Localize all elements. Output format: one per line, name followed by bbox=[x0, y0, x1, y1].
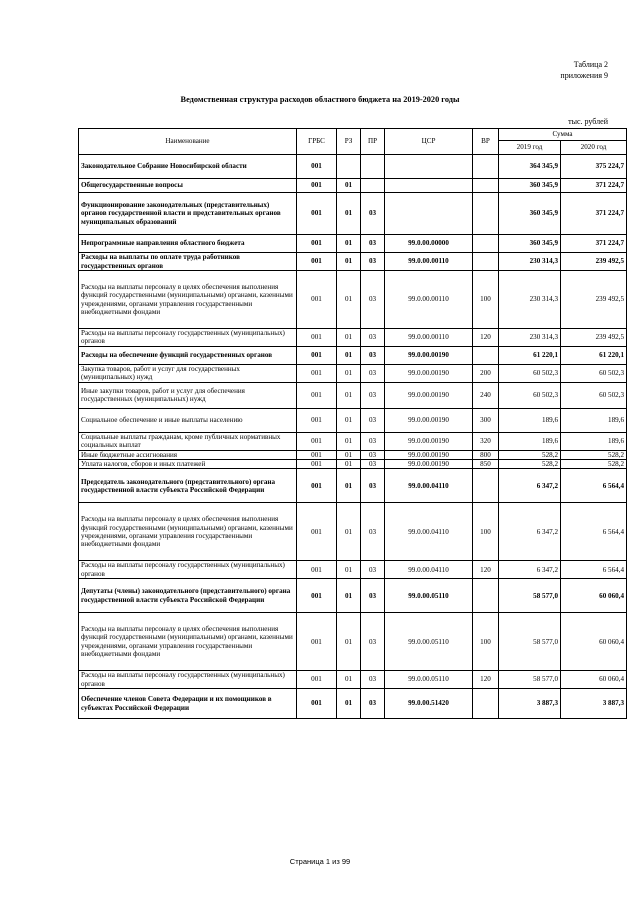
cell-sum-2020: 61 220,1 bbox=[561, 346, 627, 364]
column-header-pr: ПР bbox=[361, 129, 385, 155]
cell-pr: 03 bbox=[361, 193, 385, 235]
cell-csr: 99.0.00.00190 bbox=[385, 408, 473, 432]
cell-sum-2019: 360 345,9 bbox=[499, 193, 561, 235]
column-header-csr: ЦСР bbox=[385, 129, 473, 155]
cell-vr bbox=[473, 579, 499, 613]
cell-csr: 99.0.00.05110 bbox=[385, 579, 473, 613]
cell-sum-2020: 189,6 bbox=[561, 408, 627, 432]
table-row bbox=[79, 450, 627, 459]
table-row bbox=[79, 579, 627, 613]
cell-name: Обеспечение членов Совета Федерации и их помощников в субъектах Российской Федерации bbox=[79, 689, 297, 719]
cell-sum-2019: 528,2 bbox=[499, 450, 561, 459]
cell-name: Расходы на выплаты персоналу государственных (муниципальных) органов bbox=[79, 329, 297, 347]
cell-pr: 03 bbox=[361, 671, 385, 689]
cell-pr: 03 bbox=[361, 613, 385, 671]
cell-sum-2020: 375 224,7 bbox=[561, 155, 627, 179]
cell-vr: 120 bbox=[473, 671, 499, 689]
cell-grbs: 001 bbox=[297, 193, 337, 235]
cell-grbs: 001 bbox=[297, 503, 337, 561]
cell-vr: 240 bbox=[473, 382, 499, 408]
column-header-name: Наименование bbox=[79, 129, 297, 155]
cell-grbs: 001 bbox=[297, 432, 337, 450]
page-number: Страница 1 из 99 bbox=[289, 857, 351, 866]
document-title: Ведомственная структура расходов областного бюджета на 2019-2020 годы bbox=[180, 95, 460, 104]
cell-sum-2019: 360 345,9 bbox=[499, 235, 561, 253]
cell-pr: 03 bbox=[361, 329, 385, 347]
cell-sum-2019: 360 345,9 bbox=[499, 179, 561, 193]
cell-csr bbox=[385, 179, 473, 193]
table-row bbox=[79, 408, 627, 432]
table-row bbox=[79, 460, 627, 469]
cell-vr bbox=[473, 235, 499, 253]
table-row bbox=[79, 346, 627, 364]
cell-sum-2019: 189,6 bbox=[499, 408, 561, 432]
cell-sum-2020: 6 564,4 bbox=[561, 469, 627, 503]
cell-name: Иные бюджетные ассигнования bbox=[79, 450, 297, 459]
table-row bbox=[79, 253, 627, 271]
cell-rz: 01 bbox=[337, 460, 361, 469]
cell-rz: 01 bbox=[337, 432, 361, 450]
cell-name: Уплата налогов, сборов и иных платежей bbox=[79, 460, 297, 469]
cell-pr: 03 bbox=[361, 689, 385, 719]
column-header-2020: 2020 год bbox=[561, 141, 627, 155]
cell-vr: 120 bbox=[473, 329, 499, 347]
cell-grbs: 001 bbox=[297, 460, 337, 469]
cell-pr: 03 bbox=[361, 579, 385, 613]
cell-csr bbox=[385, 155, 473, 179]
cell-csr: 99.0.00.51420 bbox=[385, 689, 473, 719]
cell-vr bbox=[473, 253, 499, 271]
cell-sum-2019: 61 220,1 bbox=[499, 346, 561, 364]
cell-sum-2019: 3 887,3 bbox=[499, 689, 561, 719]
cell-pr: 03 bbox=[361, 469, 385, 503]
cell-name: Функционирование законодательных (представительных) органов государственной власти и представительных органов муниципальных образований bbox=[79, 193, 297, 235]
cell-vr: 100 bbox=[473, 613, 499, 671]
cell-name: Расходы на выплаты персоналу в целях обеспечения выполнения функций государственными (муниципальными) органами, казенными учреждениями, органами управления государственными внебюджетными фондами bbox=[79, 613, 297, 671]
cell-csr: 99.0.00.00190 bbox=[385, 382, 473, 408]
table-row bbox=[79, 271, 627, 329]
cell-rz: 01 bbox=[337, 271, 361, 329]
column-header-vr: ВР bbox=[473, 129, 499, 155]
cell-name: Председатель законодательного (представительного) органа государственной власти субъекта Российской Федерации bbox=[79, 469, 297, 503]
cell-sum-2020: 528,2 bbox=[561, 450, 627, 459]
cell-csr: 99.0.00.05110 bbox=[385, 613, 473, 671]
cell-name: Депутаты (члены) законодательного (представительного) органа государственной власти субъекта Российской Федерации bbox=[79, 579, 297, 613]
cell-vr: 120 bbox=[473, 561, 499, 579]
cell-csr: 99.0.00.00190 bbox=[385, 450, 473, 459]
cell-grbs: 001 bbox=[297, 382, 337, 408]
cell-vr bbox=[473, 689, 499, 719]
cell-sum-2019: 58 577,0 bbox=[499, 613, 561, 671]
cell-sum-2019: 364 345,9 bbox=[499, 155, 561, 179]
table-number-label: Таблица 2 bbox=[573, 60, 608, 69]
cell-rz: 01 bbox=[337, 689, 361, 719]
cell-pr: 03 bbox=[361, 561, 385, 579]
cell-grbs: 001 bbox=[297, 253, 337, 271]
cell-grbs: 001 bbox=[297, 155, 337, 179]
column-header-sum: Сумма bbox=[499, 129, 627, 141]
cell-pr bbox=[361, 155, 385, 179]
cell-sum-2019: 60 502,3 bbox=[499, 364, 561, 382]
cell-name: Расходы на выплаты персоналу в целях обеспечения выполнения функций государственными (муниципальными) органами, казенными учреждениями, органами управления государственными внебюджетными фондами bbox=[79, 271, 297, 329]
cell-vr: 320 bbox=[473, 432, 499, 450]
cell-vr bbox=[473, 469, 499, 503]
cell-sum-2020: 60 060,4 bbox=[561, 613, 627, 671]
cell-sum-2020: 239 492,5 bbox=[561, 271, 627, 329]
table-body bbox=[79, 155, 627, 719]
table-row bbox=[79, 179, 627, 193]
cell-name: Расходы на обеспечение функций государственных органов bbox=[79, 346, 297, 364]
cell-vr bbox=[473, 179, 499, 193]
cell-rz: 01 bbox=[337, 579, 361, 613]
cell-rz: 01 bbox=[337, 382, 361, 408]
cell-sum-2019: 6 347,2 bbox=[499, 503, 561, 561]
cell-rz: 01 bbox=[337, 346, 361, 364]
cell-sum-2020: 60 060,4 bbox=[561, 671, 627, 689]
cell-grbs: 001 bbox=[297, 561, 337, 579]
cell-name: Расходы на выплаты персоналу государственных (муниципальных) органов bbox=[79, 671, 297, 689]
cell-sum-2019: 6 347,2 bbox=[499, 561, 561, 579]
cell-csr: 99.0.00.00110 bbox=[385, 253, 473, 271]
cell-sum-2019: 230 314,3 bbox=[499, 253, 561, 271]
cell-grbs: 001 bbox=[297, 689, 337, 719]
cell-sum-2019: 6 347,2 bbox=[499, 469, 561, 503]
cell-rz: 01 bbox=[337, 450, 361, 459]
cell-grbs: 001 bbox=[297, 235, 337, 253]
cell-pr: 03 bbox=[361, 382, 385, 408]
cell-csr: 99.0.00.04110 bbox=[385, 469, 473, 503]
cell-rz: 01 bbox=[337, 329, 361, 347]
cell-sum-2019: 528,2 bbox=[499, 460, 561, 469]
table-row bbox=[79, 613, 627, 671]
cell-name: Социальные выплаты гражданам, кроме публичных нормативных социальных выплат bbox=[79, 432, 297, 450]
cell-sum-2019: 189,6 bbox=[499, 432, 561, 450]
cell-vr: 800 bbox=[473, 450, 499, 459]
appendix-label: приложения 9 bbox=[560, 71, 608, 80]
cell-csr: 99.0.00.00190 bbox=[385, 460, 473, 469]
cell-rz: 01 bbox=[337, 408, 361, 432]
column-header-2019: 2019 год bbox=[499, 141, 561, 155]
cell-sum-2020: 6 564,4 bbox=[561, 503, 627, 561]
table-row bbox=[79, 561, 627, 579]
cell-pr: 03 bbox=[361, 253, 385, 271]
cell-rz: 01 bbox=[337, 469, 361, 503]
cell-sum-2019: 58 577,0 bbox=[499, 579, 561, 613]
cell-pr: 03 bbox=[361, 364, 385, 382]
cell-vr: 850 bbox=[473, 460, 499, 469]
cell-rz: 01 bbox=[337, 193, 361, 235]
cell-name: Иные закупки товаров, работ и услуг для обеспечения государственных (муниципальных) нужд bbox=[79, 382, 297, 408]
table-row bbox=[79, 469, 627, 503]
cell-grbs: 001 bbox=[297, 469, 337, 503]
cell-pr: 03 bbox=[361, 460, 385, 469]
table-row bbox=[79, 382, 627, 408]
cell-pr: 03 bbox=[361, 450, 385, 459]
cell-csr: 99.0.00.00110 bbox=[385, 329, 473, 347]
cell-rz: 01 bbox=[337, 613, 361, 671]
cell-sum-2020: 371 224,7 bbox=[561, 235, 627, 253]
cell-grbs: 001 bbox=[297, 613, 337, 671]
cell-grbs: 001 bbox=[297, 364, 337, 382]
cell-csr: 99.0.00.00190 bbox=[385, 432, 473, 450]
cell-sum-2020: 371 224,7 bbox=[561, 179, 627, 193]
column-header-grbs: ГРБС bbox=[297, 129, 337, 155]
cell-sum-2019: 58 577,0 bbox=[499, 671, 561, 689]
cell-vr: 100 bbox=[473, 271, 499, 329]
cell-rz: 01 bbox=[337, 671, 361, 689]
cell-grbs: 001 bbox=[297, 450, 337, 459]
cell-name: Расходы на выплаты персоналу в целях обеспечения выполнения функций государственными (муниципальными) органами, казенными учреждениями, органами управления государственными внебюджетными фондами bbox=[79, 503, 297, 561]
cell-pr: 03 bbox=[361, 235, 385, 253]
table-row bbox=[79, 432, 627, 450]
cell-grbs: 001 bbox=[297, 408, 337, 432]
cell-name: Законодательное Собрание Новосибирской области bbox=[79, 155, 297, 179]
cell-sum-2020: 3 887,3 bbox=[561, 689, 627, 719]
cell-grbs: 001 bbox=[297, 579, 337, 613]
cell-sum-2019: 230 314,3 bbox=[499, 271, 561, 329]
table-row bbox=[79, 364, 627, 382]
cell-vr bbox=[473, 346, 499, 364]
cell-name: Расходы на выплаты по оплате труда работников государственных органов bbox=[79, 253, 297, 271]
cell-name: Непрограммные направления областного бюджета bbox=[79, 235, 297, 253]
cell-name: Общегосударственные вопросы bbox=[79, 179, 297, 193]
table-row bbox=[79, 671, 627, 689]
cell-sum-2020: 371 224,7 bbox=[561, 193, 627, 235]
cell-csr: 99.0.00.00190 bbox=[385, 346, 473, 364]
cell-sum-2020: 239 492,5 bbox=[561, 329, 627, 347]
cell-vr: 100 bbox=[473, 503, 499, 561]
cell-name: Социальное обеспечение и иные выплаты населению bbox=[79, 408, 297, 432]
cell-grbs: 001 bbox=[297, 271, 337, 329]
cell-rz: 01 bbox=[337, 235, 361, 253]
cell-grbs: 001 bbox=[297, 329, 337, 347]
cell-grbs: 001 bbox=[297, 179, 337, 193]
cell-sum-2019: 60 502,3 bbox=[499, 382, 561, 408]
cell-vr bbox=[473, 155, 499, 179]
cell-csr: 99.0.00.00000 bbox=[385, 235, 473, 253]
cell-rz: 01 bbox=[337, 561, 361, 579]
budget-table bbox=[78, 128, 627, 719]
table-row bbox=[79, 193, 627, 235]
cell-pr: 03 bbox=[361, 408, 385, 432]
cell-pr: 03 bbox=[361, 503, 385, 561]
cell-csr: 99.0.00.00190 bbox=[385, 364, 473, 382]
cell-sum-2020: 60 502,3 bbox=[561, 382, 627, 408]
cell-pr bbox=[361, 179, 385, 193]
table-row bbox=[79, 329, 627, 347]
cell-csr: 99.0.00.00110 bbox=[385, 271, 473, 329]
cell-vr bbox=[473, 193, 499, 235]
cell-csr: 99.0.00.04110 bbox=[385, 561, 473, 579]
cell-pr: 03 bbox=[361, 432, 385, 450]
cell-sum-2019: 230 314,3 bbox=[499, 329, 561, 347]
cell-vr: 200 bbox=[473, 364, 499, 382]
cell-sum-2020: 60 502,3 bbox=[561, 364, 627, 382]
table-row bbox=[79, 235, 627, 253]
table-row bbox=[79, 689, 627, 719]
cell-name: Закупка товаров, работ и услуг для государственных (муниципальных) нужд bbox=[79, 364, 297, 382]
cell-pr: 03 bbox=[361, 346, 385, 364]
cell-vr: 300 bbox=[473, 408, 499, 432]
cell-rz bbox=[337, 155, 361, 179]
cell-grbs: 001 bbox=[297, 346, 337, 364]
cell-rz: 01 bbox=[337, 179, 361, 193]
table-row bbox=[79, 155, 627, 179]
cell-name: Расходы на выплаты персоналу государственных (муниципальных) органов bbox=[79, 561, 297, 579]
cell-grbs: 001 bbox=[297, 671, 337, 689]
cell-csr: 99.0.00.04110 bbox=[385, 503, 473, 561]
cell-csr bbox=[385, 193, 473, 235]
cell-pr: 03 bbox=[361, 271, 385, 329]
cell-rz: 01 bbox=[337, 253, 361, 271]
cell-sum-2020: 239 492,5 bbox=[561, 253, 627, 271]
table-row bbox=[79, 503, 627, 561]
column-header-rz: РЗ bbox=[337, 129, 361, 155]
cell-csr: 99.0.00.05110 bbox=[385, 671, 473, 689]
units-label: тыс. рублей bbox=[568, 117, 608, 126]
cell-sum-2020: 528,2 bbox=[561, 460, 627, 469]
cell-sum-2020: 6 564,4 bbox=[561, 561, 627, 579]
cell-sum-2020: 189,6 bbox=[561, 432, 627, 450]
cell-rz: 01 bbox=[337, 503, 361, 561]
cell-rz: 01 bbox=[337, 364, 361, 382]
cell-sum-2020: 60 060,4 bbox=[561, 579, 627, 613]
